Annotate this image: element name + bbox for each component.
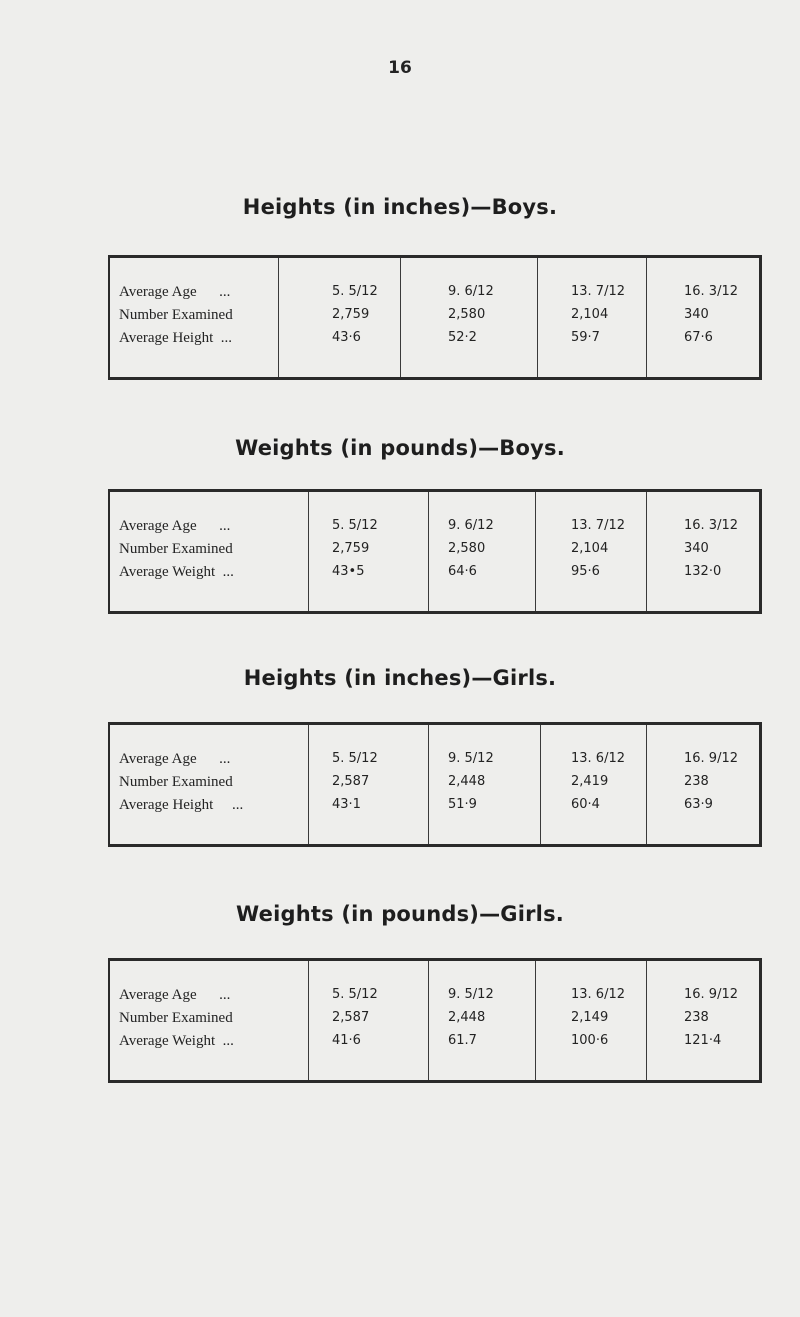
row-label: Average Height ... <box>119 797 244 813</box>
section-title-heights-girls: Heights (in inches)—Girls. <box>243 666 557 690</box>
table-cell: 43•5 <box>332 564 365 579</box>
table-cell: 132·0 <box>684 564 722 579</box>
table-cell: 43·1 <box>332 797 361 812</box>
table-row <box>110 747 759 771</box>
section-title-weights-boys: Weights (in pounds)—Boys. <box>235 436 565 460</box>
table-cell: 52·2 <box>448 330 477 345</box>
table-cell: 2,580 <box>448 307 486 322</box>
row-label: Average Age ... <box>119 751 231 767</box>
table-cell: 2,759 <box>332 307 370 322</box>
table-cell: 5. 5/12 <box>332 987 378 1002</box>
table-row <box>110 280 759 304</box>
page-number: 16 <box>388 58 412 78</box>
table-cell: 41·6 <box>332 1033 361 1048</box>
table-cell: 51·9 <box>448 797 477 812</box>
table-cell: 340 <box>684 307 709 322</box>
table-cell: 13. 7/12 <box>571 284 625 299</box>
table-cell: 340 <box>684 541 709 556</box>
row-label: Average Weight ... <box>119 564 234 580</box>
table-cell: 43·6 <box>332 330 361 345</box>
table-cell: 60·4 <box>571 797 600 812</box>
row-label: Average Age ... <box>119 518 231 534</box>
table-cell: 16. 9/12 <box>684 751 738 766</box>
table-cell: 100·6 <box>571 1033 609 1048</box>
table-row <box>110 537 759 561</box>
table-cell: 2,104 <box>571 307 609 322</box>
row-label: Average Height ... <box>119 330 233 346</box>
row-label: Number Examined <box>119 307 233 323</box>
table-cell: 95·6 <box>571 564 600 579</box>
table-cell: 2,587 <box>332 774 370 789</box>
table-cell: 9. 5/12 <box>448 751 494 766</box>
table-cell: 5. 5/12 <box>332 751 378 766</box>
table-row <box>110 793 759 817</box>
table-cell: 2,759 <box>332 541 370 556</box>
table-cell: 2,448 <box>448 774 486 789</box>
table-row <box>110 770 759 794</box>
table-cell: 9. 6/12 <box>448 284 494 299</box>
table-row <box>110 326 759 350</box>
row-label: Number Examined <box>119 1010 233 1026</box>
table-weights-girls <box>108 958 762 1083</box>
table-cell: 9. 6/12 <box>448 518 494 533</box>
table-cell: 16. 9/12 <box>684 987 738 1002</box>
table-row <box>110 1006 759 1030</box>
table-row <box>110 1029 759 1053</box>
table-cell: 2,587 <box>332 1010 370 1025</box>
table-cell: 121·4 <box>684 1033 722 1048</box>
section-title-weights-girls: Weights (in pounds)—Girls. <box>236 902 564 926</box>
table-row <box>110 303 759 327</box>
table-cell: 59·7 <box>571 330 600 345</box>
row-label: Number Examined <box>119 541 233 557</box>
table-cell: 2,448 <box>448 1010 486 1025</box>
row-label: Number Examined <box>119 774 233 790</box>
row-label: Average Weight ... <box>119 1033 234 1049</box>
table-cell: 2,419 <box>571 774 609 789</box>
table-cell: 2,149 <box>571 1010 609 1025</box>
table-cell: 64·6 <box>448 564 477 579</box>
table-cell: 5. 5/12 <box>332 518 378 533</box>
table-cell: 13. 7/12 <box>571 518 625 533</box>
row-label: Average Age ... <box>119 987 231 1003</box>
table-row <box>110 560 759 584</box>
table-cell: 16. 3/12 <box>684 518 738 533</box>
row-label: Average Age ... <box>119 284 231 300</box>
table-cell: 238 <box>684 774 709 789</box>
table-row <box>110 514 759 538</box>
table-row <box>110 983 759 1007</box>
table-cell: 238 <box>684 1010 709 1025</box>
table-cell: 61.7 <box>448 1033 477 1048</box>
table-cell: 13. 6/12 <box>571 987 625 1002</box>
table-cell: 5. 5/12 <box>332 284 378 299</box>
table-cell: 13. 6/12 <box>571 751 625 766</box>
table-heights-girls <box>108 722 762 847</box>
table-cell: 9. 5/12 <box>448 987 494 1002</box>
table-cell: 2,580 <box>448 541 486 556</box>
table-cell: 63·9 <box>684 797 713 812</box>
section-title-heights-boys: Heights (in inches)—Boys. <box>242 195 558 219</box>
table-weights-boys <box>108 489 762 614</box>
table-cell: 2,104 <box>571 541 609 556</box>
table-cell: 67·6 <box>684 330 713 345</box>
table-heights-boys <box>108 255 762 380</box>
table-cell: 16. 3/12 <box>684 284 738 299</box>
